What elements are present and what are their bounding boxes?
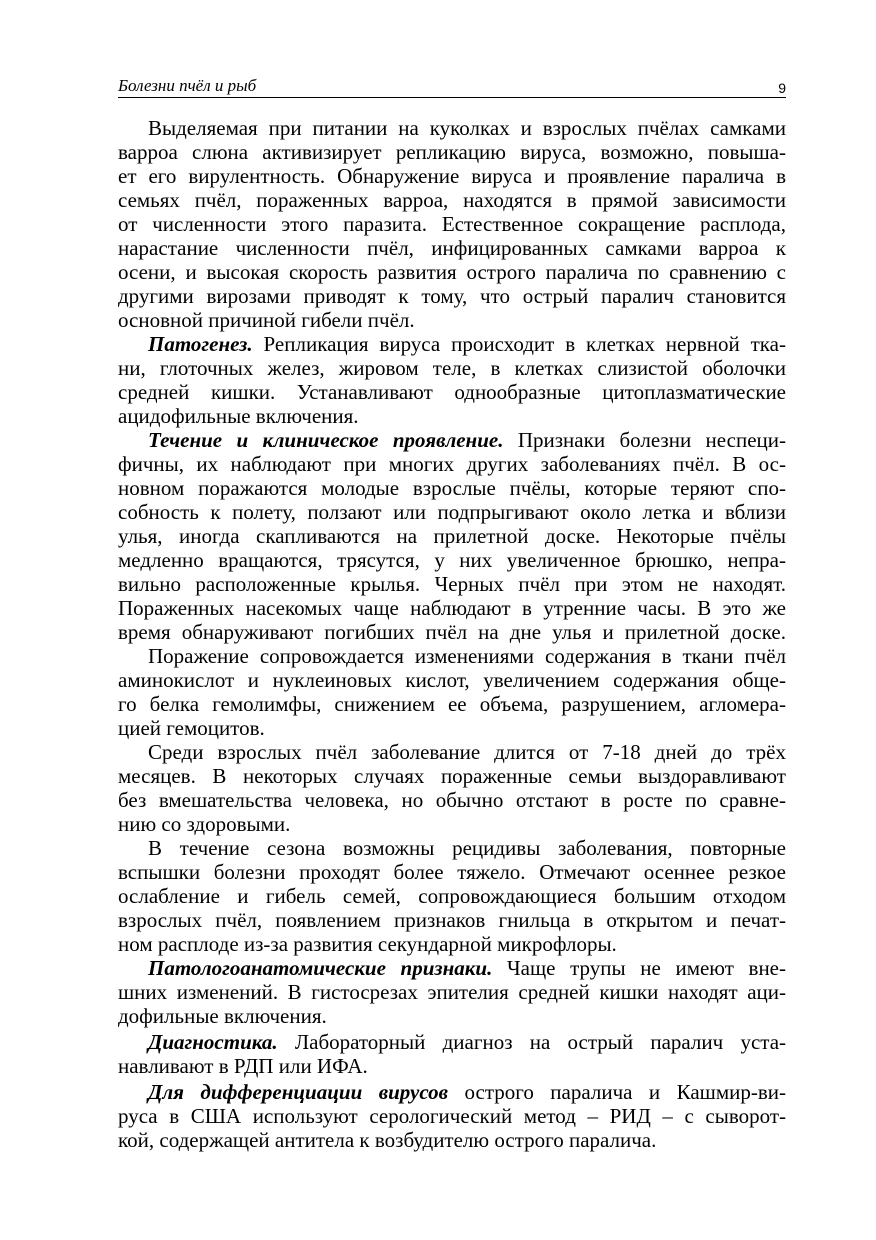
- text-line: Поражение сопровождается изменениями содержания в ткани пчёл: [148, 644, 786, 668]
- text-line: аминокислот и нуклеиновых кислот, увеличением содержания обще-: [118, 668, 786, 692]
- text-line: ни, глоточных желез, жировом теле, в клетках слизистой оболочки: [118, 356, 786, 380]
- text-line: цией гемоцитов.: [118, 716, 265, 740]
- paragraph-first-line: [148, 1080, 786, 1104]
- text-line: нию со здоровыми.: [118, 812, 291, 836]
- text-line: варроа слюна активизирует репликацию вируса, возможно, повыша-: [118, 140, 786, 164]
- text-line: Пораженных насекомых чаще наблюдают в утренние часы. В это же: [118, 596, 786, 620]
- text-line: ослабление и гибель семей, сопровождающиеся большим отходом: [118, 884, 786, 908]
- text-line: новном поражаются молодые взрослые пчёлы, которые теряют спо-: [118, 476, 786, 500]
- text-line: дофильные включения.: [118, 1004, 327, 1028]
- text-line: ацидофильные включения.: [118, 404, 359, 428]
- text-line: улья, иногда скапливаются на прилетной доске. Некоторые пчёлы: [118, 524, 786, 548]
- text-line: основной причиной гибели пчёл.: [118, 308, 415, 332]
- text-run: Признаки болезни неспеци-: [517, 428, 786, 452]
- text-line: го белка гемолимфы, снижением ее объема, разрушением, агломера-: [118, 692, 786, 716]
- text-line: фичны, их наблюдают при многих других заболеваниях пчёл. В ос-: [118, 452, 786, 476]
- text-line: вспышки болезни проходят более тяжело. Отмечают осеннее резкое: [118, 860, 786, 884]
- text-run: Репликация вируса происходит в клетках нервной тка-: [263, 332, 786, 356]
- text-run: Лабораторный диагноз на острый паралич уста-: [294, 1030, 787, 1054]
- text-line: месяцев. В некоторых случаях пораженные семьи выздоравливают: [118, 764, 786, 788]
- text-line: собность к полету, ползают или подпрыгивают около летка и вблизи: [118, 500, 786, 524]
- text-line: руса в США используют серологический метод – РИД – с сыворот-: [118, 1104, 786, 1128]
- text-line: семьях пчёл, пораженных варроа, находятся в прямой зависимости: [118, 188, 786, 212]
- text-line: ет его вирулентность. Обнаружение вируса и проявление паралича в: [118, 164, 786, 188]
- text-line: от численности этого паразита. Естественное сокращение расплода,: [118, 212, 786, 236]
- running-header-title: Болезни пчёл и рыб: [118, 76, 257, 95]
- text-line: шних изменений. В гистосрезах эпителия средней кишки находят аци-: [118, 980, 786, 1004]
- text-line: без вмешательства человека, но обычно отстают в росте по сравне-: [118, 788, 786, 812]
- text-run: Чаще трупы не имеют вне-: [507, 956, 787, 980]
- section-heading-clinical-course: Течение и клиническое проявление.: [148, 428, 504, 452]
- paragraph-first-line: [148, 428, 786, 452]
- text-line: медленно вращаются, трясутся, у них увеличенное брюшко, непра-: [118, 548, 786, 572]
- section-heading-pathogenesis: Патогенез.: [148, 332, 253, 356]
- header-rule: [118, 97, 786, 98]
- text-line: В течение сезона возможны рецидивы заболевания, повторные: [148, 836, 786, 860]
- section-heading-diagnostics: Диагностика.: [148, 1030, 278, 1054]
- text-line: кой, содержащей антитела к возбудителю острого паралича.: [118, 1128, 657, 1152]
- text-line: средней кишки. Устанавливают однообразные цитоплазматические: [118, 380, 786, 404]
- text-line: ном расплоде из-за развития секундарной микрофлоры.: [118, 932, 617, 956]
- text-line: время обнаруживают погибших пчёл на дне улья и прилетной доске.: [118, 620, 786, 644]
- section-heading-pathoanatomy: Патологоанатомические признаки.: [148, 956, 493, 980]
- text-line: взрослых пчёл, появлением признаков гнильца в открытом и печат-: [118, 908, 786, 932]
- paragraph-first-line: [148, 956, 786, 980]
- text-line: вильно расположенные крылья. Черных пчёл при этом не находят.: [118, 572, 786, 596]
- paragraph-first-line: [148, 1030, 786, 1054]
- text-line: нарастание численности пчёл, инфицированных самками варроа к: [118, 236, 786, 260]
- paragraph-first-line: [148, 332, 786, 356]
- text-line: навливают в РДП или ИФА.: [118, 1054, 368, 1078]
- page-number: 9: [778, 80, 786, 96]
- text-line: Выделяемая при питании на куколках и взрослых пчёлах самками: [148, 116, 786, 140]
- text-run: острого паралича и Кашмир-ви-: [464, 1080, 786, 1104]
- text-line: Среди взрослых пчёл заболевание длится от 7-18 дней до трёх: [148, 740, 786, 764]
- text-line: осени, и высокая скорость развития острого паралича по сравнению с: [118, 260, 786, 284]
- section-heading-differentiation: Для дифференциации вирусов: [148, 1080, 448, 1104]
- text-line: другими вирозами приводят к тому, что острый паралич становится: [118, 284, 786, 308]
